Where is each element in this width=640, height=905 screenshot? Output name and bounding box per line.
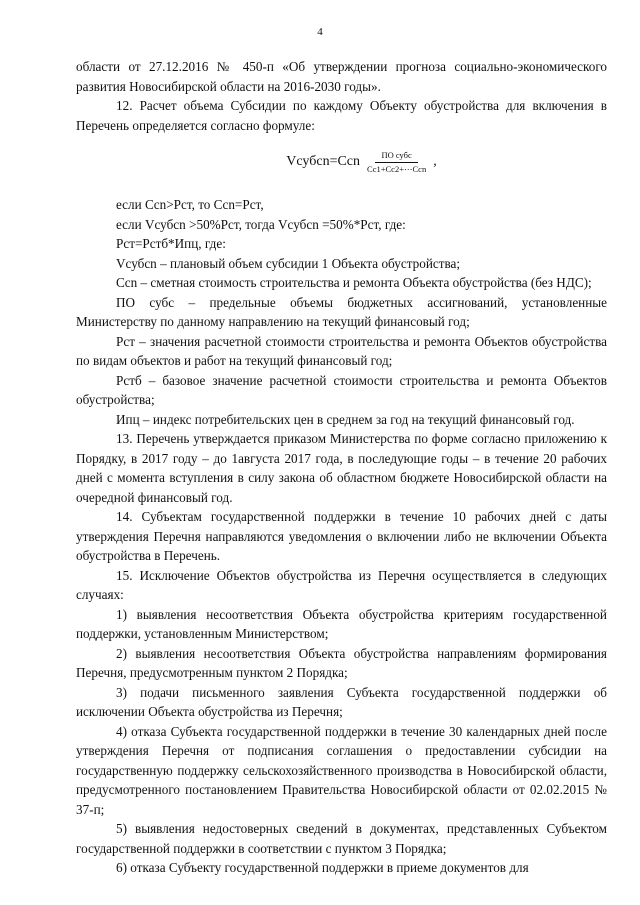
formula-tail: , <box>433 154 437 170</box>
paragraph: Рстб – базовое значение расчетной стоимости строительства и ремонта Объектов обустройства; <box>76 372 607 407</box>
subsidy-formula <box>116 135 607 189</box>
formula-fraction <box>361 150 432 175</box>
paragraph: Рст – значения расчетной стоимости строительства и ремонта Объектов обустройства по видам объектов и работ на текущий финансовый год; <box>76 333 607 368</box>
paragraph: Ccn – сметная стоимость строительства и ремонта Объекта обустройства (без НДС); <box>116 275 592 290</box>
paragraph: ПО субс – предельные объемы бюджетных ассигнований, установленные Министерству по данному направлению на текущий финансовый год; <box>76 294 607 329</box>
paragraph: Рст=Рстб*Ипц, где: <box>116 236 226 251</box>
document-body <box>76 57 607 878</box>
formula-denominator: Cc1+Cc2+⋯Ccn <box>367 163 427 174</box>
paragraph: 2) выявления несоответствия Объекта обустройства направлениям формирования Перечня, предусмотренным пунктом 2 Порядка; <box>76 645 607 680</box>
paragraph: области от 27.12.2016 № 450-п «Об утверждении прогноза социально-экономического развития Новосибирской области на 2016-2030 годы». <box>76 59 607 94</box>
body-paragraphs <box>76 195 607 878</box>
paragraph: 12. Расчет объема Субсидии по каждому Объекту обустройства для включения в Перечень определяется согласно формуле: <box>76 98 607 133</box>
paragraph: если Vсубсn >50%Рст, тогда Vсубсn =50%*Рст, где: <box>116 216 406 232</box>
paragraph: 1) выявления несоответствия Объекта обустройства критериям государственной поддержки, установленным Министерством; <box>76 606 607 641</box>
formula-lhs: Vсубсn=Ccn <box>286 154 361 170</box>
intro-paragraphs <box>76 57 607 135</box>
paragraph: 15. Исключение Объектов обустройства из Перечня осуществляется в следующих случаях: <box>76 567 607 602</box>
paragraph: 5) выявления недостоверных сведений в документах, представленных Субъектом государственной поддержки в соответствии с пунктом 3 Порядка; <box>76 821 607 856</box>
paragraph: 6) отказа Субъекту государственной поддержки в приеме документов для <box>116 860 529 875</box>
paragraph: 13. Перечень утверждается приказом Министерства по форме согласно приложению к Порядку, в 2017 году – до 1августа 2017 года, в последующие годы – в течение 20 рабочих дней с момента вступления в силу закона об областном бюджете Новосибирской области на очередной финансовый год. <box>76 431 607 505</box>
paragraph: 14. Субъектам государственной поддержки в течение 10 рабочих дней с даты утверждения Перечня направляются уведомления о включении либо не включении Объекта обустройства в Перечень. <box>76 509 607 563</box>
paragraph: Ипц – индекс потребительских цен в среднем за год на текущий финансовый год. <box>116 411 575 427</box>
paragraph: 4) отказа Субъекта государственной поддержки в течение 30 календарных дней после утверждения Перечня от подписания соглашения о предоставлении субсидии на государственную поддержку сельскохозяйственного производства в Новосибирской области, предусмотренного постановлением Правительства Новосибирской области от 02.02.2015 № 37-п; <box>76 723 607 817</box>
page-number: 4 <box>317 26 323 38</box>
paragraph: если Ccn>Рст, то Ccn=Рст, <box>116 197 264 212</box>
formula-numerator: ПО субс <box>375 150 417 163</box>
paragraph: Vсубсn – плановый объем субсидии 1 Объекта обустройства; <box>116 255 461 271</box>
paragraph: 3) подачи письменного заявления Субъекта государственной поддержки об исключении Объекта обустройства из Перечня; <box>76 684 607 719</box>
